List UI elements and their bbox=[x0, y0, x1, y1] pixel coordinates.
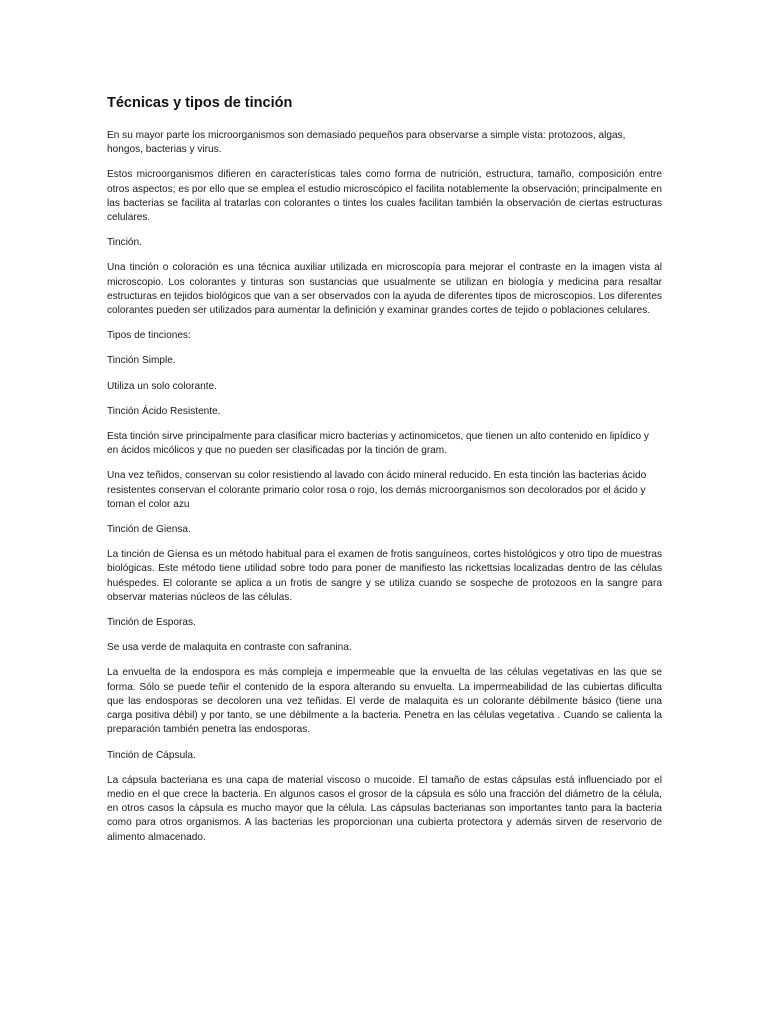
body-paragraph: La envuelta de la endospora es más compleja e impermeable que la envuelta de las células vegetativas en las que se forma. Sólo se puede teñir el contenido de la espora alterando su envuelta. La impermeabilidad de las cubiertas dificulta que las endosporas se decoloren una vez teñidas. El verde de malaquita es un colorante débilmente básico (tiene una carga positiva débil) y por tanto, se une débilmente a la bacteria. Penetra en las células vegetativa . Cuando se calienta la preparación también penetra las endosporas. bbox=[107, 667, 662, 736]
body-paragraph: Estos microorganismos difieren en características tales como forma de nutrición, estructura, tamaño, composición entre otros aspectos; es por ello que se emplea el estudio microscópico el facilita notablemente la observación; principalmente en las bacterias se facilita al tratarlas con colorantes o tintes los cuales facilitan también la observación de ciertas estructuras celulares. bbox=[107, 169, 662, 224]
body-paragraph: Una vez teñidos, conservan su color resistiendo al lavado con ácido mineral reducido. En esta tinción las bacterias ácido resistentes conservan el colorante primario color rosa o rojo, los demás microorganismos son decolorados por el ácido y toman el color azu bbox=[107, 470, 647, 510]
body-paragraph: Utiliza un solo colorante. bbox=[107, 380, 217, 392]
document-body bbox=[107, 129, 662, 845]
document-title: Técnicas y tipos de tinción bbox=[107, 95, 293, 111]
body-paragraph: Tinción. bbox=[107, 237, 142, 249]
body-paragraph: Tinción Ácido Resistente. bbox=[107, 405, 221, 417]
body-paragraph: Se usa verde de malaquita en contraste con safranina. bbox=[107, 642, 352, 654]
body-paragraph: Tinción Simple. bbox=[107, 355, 176, 367]
body-paragraph: La tinción de Giensa es un método habitual para el examen de frotis sanguíneos, cortes histológicos y otro tipo de muestras biológicas. Este método tiene utilidad sobre todo para poner de manifiesto las rickettsias localizadas dentro de las células huéspedes. El colorante se aplica a un frotis de sangre y se utiliza cuando se sospeche de protozoos en la sangre para observar materias núcleos de las células. bbox=[107, 549, 662, 603]
body-paragraph: Tinción de Cápsula. bbox=[107, 749, 196, 761]
body-paragraph: La cápsula bacteriana es una capa de material viscoso o mucoide. El tamaño de estas cápsulas está influenciado por el medio en el que crece la bacteria. En algunos casos el grosor de la cápsula es sólo una fracción del diámetro de la célula, en otros casos la cápsula es mucho mayor que la célula. Las cápsulas bacterianas son importantes tanto para la bacteria como para otros organismos. A las bacterias les proporcionan una cubierta protectora y además sirven de reservorio de alimento almacenado. bbox=[107, 774, 662, 843]
body-paragraph: En su mayor parte los microorganismos son demasiado pequeños para observarse a simple vista: protozoos, algas, hongos, bacterias y virus. bbox=[107, 130, 626, 156]
body-paragraph: Una tinción o coloración es una técnica auxiliar utilizada en microscopía para mejorar el contraste en la imagen vista al microscopio. Los colorantes y tinturas son sustancias que usualmente se utilizan en biología y medicina para resaltar estructuras en tejidos biológicos que van a ser observados con la ayuda de diferentes tipos de microscopios. Los diferentes colorantes pueden ser utilizados para aumentar la definición y examinar grandes cortes de tejido o poblaciones celulares. bbox=[107, 262, 662, 317]
body-paragraph: Tinción de Esporas. bbox=[107, 617, 196, 629]
body-paragraph: Esta tinción sirve principalmente para clasificar micro bacterias y actinomicetos, que tienen un alto contenido en lipídico y en ácidos micólicos y que no pueden ser clasificadas por la tinción de gram. bbox=[107, 431, 649, 457]
body-paragraph: Tipos de tinciones: bbox=[107, 330, 191, 342]
body-paragraph: Tinción de Giensa. bbox=[107, 524, 191, 536]
